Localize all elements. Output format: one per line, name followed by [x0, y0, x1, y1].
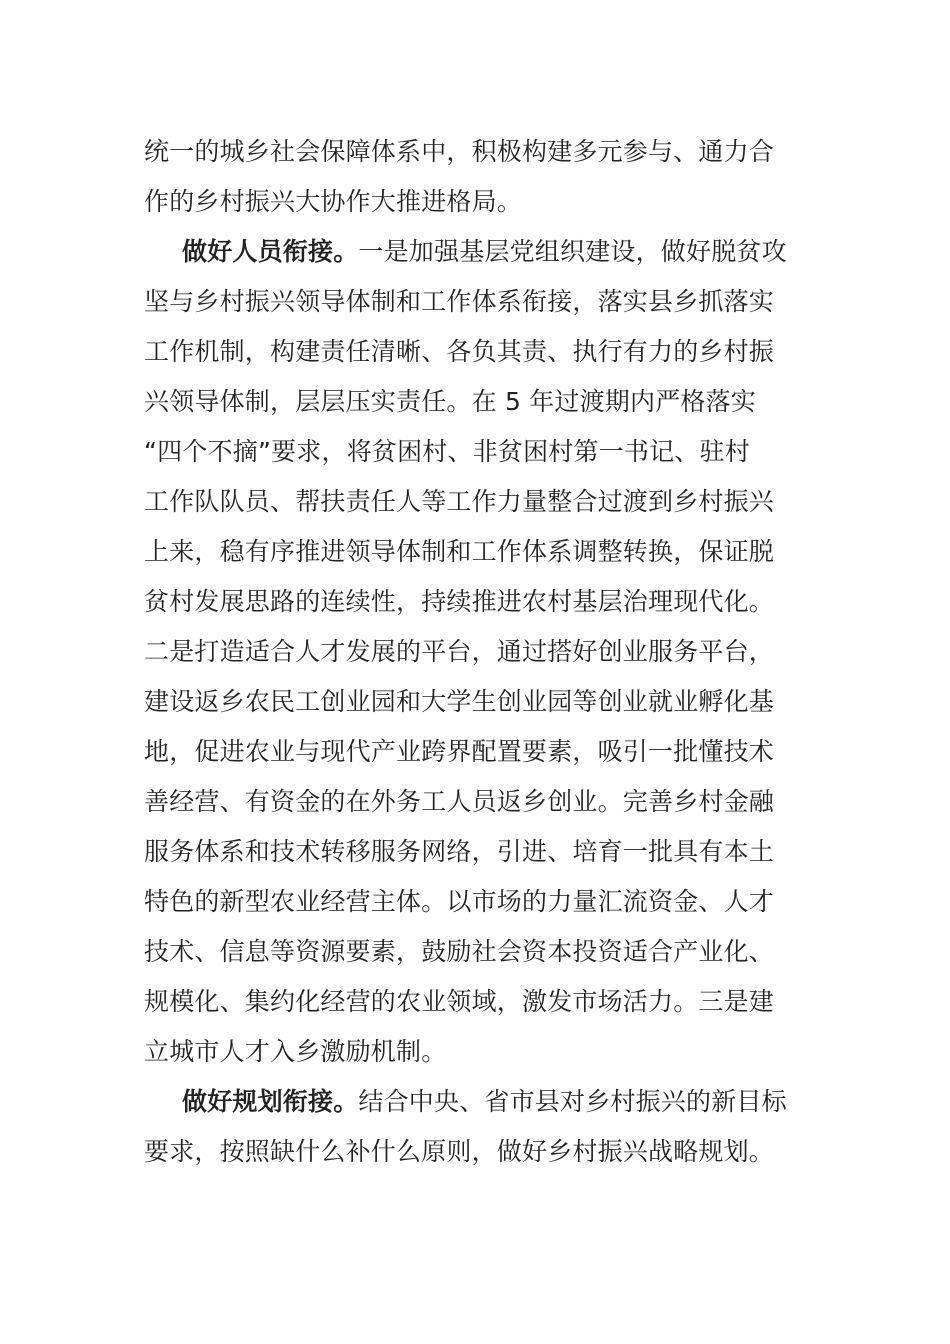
paragraph-line: 二是打造适合人才发展的平台，通过搭好创业服务平台， [144, 637, 775, 666]
paragraph-line: 规模化、集约化经营的农业领域，激发市场活力。三是建 [144, 987, 775, 1016]
paragraph-line: 作的乡村振兴大协作大推进格局。 [144, 187, 523, 216]
paragraph-line: “四个不摘”要求，将贫困村、非贫困村第一书记、驻村 [144, 437, 750, 466]
paragraph-line [182, 1082, 862, 1122]
paragraph-line: 立城市人才入乡激励机制。 [144, 1037, 447, 1066]
paragraph-line: 贫村发展思路的连续性，持续推进农村基层治理现代化。 [144, 587, 775, 616]
paragraph-line: 工作机制，构建责任清晰、各负其责、执行有力的乡村振 [144, 337, 775, 366]
paragraph-line: 坚与乡村振兴领导体制和工作体系衔接，落实县乡抓落实 [144, 287, 775, 316]
paragraph-line: 地，促进农业与现代产业跨界配置要素，吸引一批懂技术 [144, 737, 775, 766]
paragraph-line: 服务体系和技术转移服务网络，引进、培育一批具有本土 [144, 837, 775, 866]
paragraph-line: 上来，稳有序推进领导体制和工作体系调整转换，保证脱 [144, 537, 775, 566]
paragraph-line: 善经营、有资金的在外务工人员返乡创业。完善乡村金融 [144, 787, 775, 816]
paragraph-line: 要求，按照缺什么补什么原则，做好乡村振兴战略规划。 [144, 1137, 775, 1166]
paragraph-line: 技术、信息等资源要素，鼓励社会资本投资适合产业化、 [144, 937, 775, 966]
paragraph-text: 一是加强基层党组织建设，做好脱贫攻 [358, 237, 787, 266]
paragraph-line: 特色的新型农业经营主体。以市场的力量汇流资金、人才 [144, 887, 775, 916]
paragraph-line [182, 232, 862, 272]
section-heading: 做好人员衔接。 [182, 237, 359, 266]
section-heading: 做好规划衔接。 [182, 1087, 359, 1116]
paragraph-text: 结合中央、省市县对乡村振兴的新目标 [358, 1087, 787, 1116]
paragraph-line: 兴领导体制，层层压实责任。在 5 年过渡期内严格落实 [144, 387, 757, 416]
paragraph-line: 工作队队员、帮扶责任人等工作力量整合过渡到乡村振兴 [144, 487, 775, 516]
paragraph-line: 统一的城乡社会保障体系中，积极构建多元参与、通力合 [144, 137, 775, 166]
paragraph-line: 建设返乡农民工创业园和大学生创业园等创业就业孵化基 [144, 687, 775, 716]
